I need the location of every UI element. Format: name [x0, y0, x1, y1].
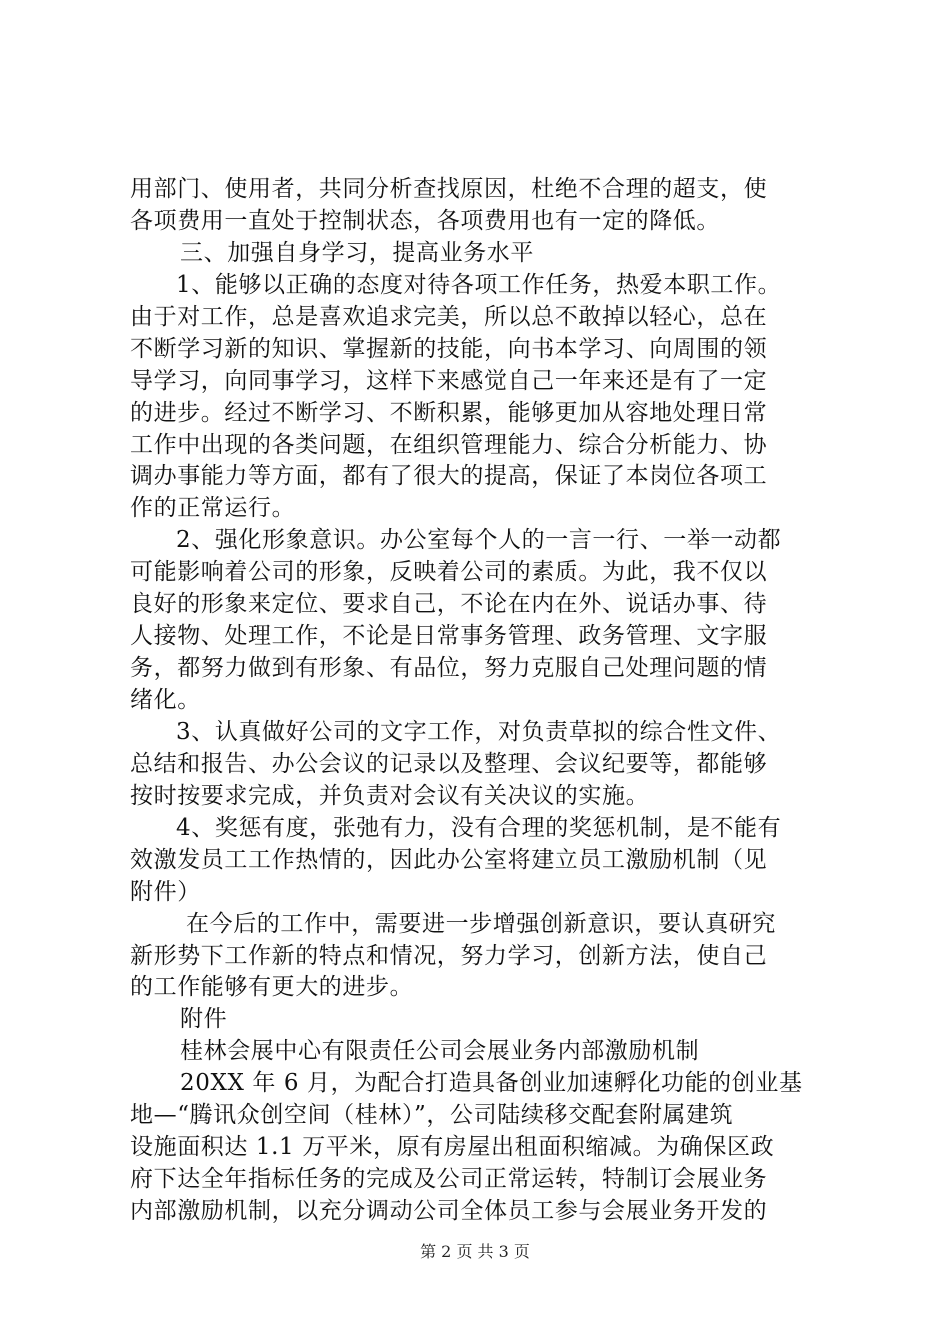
body-text-line: 按时按要求完成，并负责对会议有关决议的实施。: [130, 783, 650, 809]
body-text-line: 绪化。: [130, 687, 201, 713]
body-text-line: 务，都努力做到有形象、有品位，努力克服自己处理问题的情: [130, 655, 768, 681]
body-text-line: 内部激励机制，以充分调动公司全体员工参与会展业务开发的: [130, 1198, 768, 1224]
attachment-title: 桂林会展中心有限责任公司会展业务内部激励机制: [180, 1038, 700, 1064]
body-text-line: 地—“腾讯众创空间（桂林）”，公司陆续移交配套附属建筑: [130, 1102, 734, 1128]
body-text-line: 附件）: [130, 879, 201, 905]
body-text-line: 人接物、处理工作，不论是日常事务管理、政务管理、文字服: [130, 623, 768, 649]
attachment-label: 附件: [180, 1006, 228, 1032]
body-text-line: 用部门、使用者，共同分析查找原因，杜绝不合理的超支，使: [130, 176, 768, 202]
section-heading: 三、加强自身学习，提高业务水平: [180, 240, 534, 266]
body-text-line: 的工作能够有更大的进步。: [130, 974, 414, 1000]
body-text-line: 4、奖惩有度，张弛有力，没有合理的奖惩机制，是不能有: [176, 815, 782, 841]
body-text-line: 各项费用一直处于控制状态，各项费用也有一定的降低。: [130, 208, 720, 234]
body-text-line: 由于对工作，总是喜欢追求完美，所以总不敢掉以轻心，总在: [130, 304, 768, 330]
body-text-line: 1、能够以正确的态度对待各项工作任务，热爱本职工作。: [176, 272, 782, 298]
page-number-footer: 第 2 页 共 3 页: [420, 1242, 530, 1261]
body-text-line: 在今后的工作中，需要进一步增强创新意识，要认真研究: [186, 911, 776, 937]
body-text-line: 3、认真做好公司的文字工作，对负责草拟的综合性文件、: [176, 719, 782, 745]
body-text-line: 效激发员工工作热情的，因此办公室将建立员工激励机制（见: [130, 847, 768, 873]
body-text-line: 总结和报告、办公会议的记录以及整理、会议纪要等，都能够: [130, 751, 768, 777]
body-text-line: 工作中出现的各类问题，在组织管理能力、综合分析能力、协: [130, 432, 768, 458]
body-text-line: 府下达全年指标任务的完成及公司正常运转，特制订会展业务: [130, 1166, 768, 1192]
body-text-line: 设施面积达 1.1 万平米，原有房屋出租面积缩减。为确保区政: [130, 1134, 775, 1160]
body-text-line: 20XX 年 6 月，为配合打造具备创业加速孵化功能的创业基: [180, 1070, 803, 1096]
body-text-line: 导学习，向同事学习，这样下来感觉自己一年来还是有了一定: [130, 368, 768, 394]
body-text-line: 不断学习新的知识、掌握新的技能，向书本学习、向周围的领: [130, 336, 768, 362]
body-text-line: 调办事能力等方面，都有了很大的提高，保证了本岗位各项工: [130, 463, 768, 489]
body-text-line: 新形势下工作新的特点和情况，努力学习，创新方法，使自己: [130, 943, 768, 969]
body-text-line: 作的正常运行。: [130, 495, 296, 521]
body-text-line: 2、强化形象意识。办公室每个人的一言一行、一举一动都: [176, 527, 782, 553]
body-text-line: 可能影响着公司的形象，反映着公司的素质。为此，我不仅以: [130, 559, 768, 585]
body-text-line: 的进步。经过不断学习、不断积累，能够更加从容地处理日常: [130, 400, 768, 426]
body-text-line: 良好的形象来定位、要求自己，不论在内在外、说话办事、待: [130, 591, 768, 617]
